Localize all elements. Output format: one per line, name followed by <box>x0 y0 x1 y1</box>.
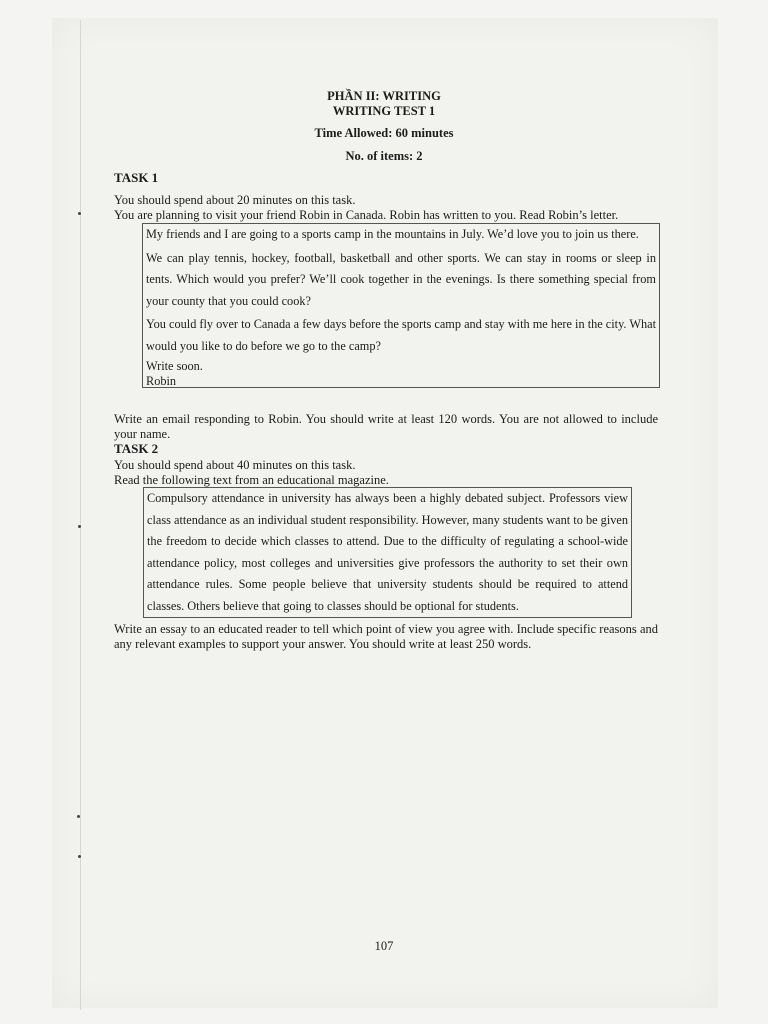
letter-closing: Write soon. <box>146 359 203 373</box>
test-title: WRITING TEST 1 <box>332 104 436 118</box>
task1-time-note: You should spend about 20 minutes on this task. <box>114 193 356 207</box>
task1-heading: TASK 1 <box>114 170 159 185</box>
page-number: 107 <box>374 939 394 953</box>
scan-mark <box>78 525 81 528</box>
robin-letter-box <box>142 223 660 388</box>
part-title: PHẦN II: WRITING <box>327 89 441 103</box>
scan-mark <box>78 212 81 215</box>
task2-intro: Read the following text from an educational magazine. <box>114 473 389 487</box>
scan-mark <box>77 815 80 818</box>
item-count: No. of items: 2 <box>345 149 423 163</box>
letter-signature: Robin <box>146 374 177 388</box>
magazine-passage-box <box>143 487 632 618</box>
task2-instruction: Write an essay to an educated reader to tell which point of view you agree with. Include specific reasons and any relevant examples to support your answer. You should write at least 250 words. <box>114 622 658 651</box>
task2-heading: TASK 2 <box>114 441 159 456</box>
letter-paragraph-1: My friends and I are going to a sports camp in the mountains in July. We’d love you to join us there. <box>146 227 639 241</box>
task2-time-note: You should spend about 40 minutes on this task. <box>114 458 356 472</box>
task1-intro: You are planning to visit your friend Robin in Canada. Robin has written to you. Read Robin’s letter. <box>114 208 619 222</box>
letter-paragraph-2: We can play tennis, hockey, football, basketball and other sports. We can stay in rooms or sleep in tents. Which would you prefer? We’ll cook together in the evenings. Is there something special from your county that you could cook? <box>146 250 656 308</box>
letter-paragraph-3: You could fly over to Canada a few days before the sports camp and stay with me here in the city. What would you like to do before we go to the camp? <box>146 317 656 353</box>
scan-mark <box>78 855 81 858</box>
scan-edge-line <box>80 20 81 1010</box>
task1-instruction: Write an email responding to Robin. You should write at least 120 words. You are not allowed to include your name. <box>114 412 658 441</box>
magazine-passage: Compulsory attendance in university has always been a highly debated subject. Professors view class attendance as an individual student responsibility. However, many students want to be given the freedom to decide which classes to attend. Due to the difficulty of regulating a school-wide attendance policy, most colleges and universities give professors the authority to set their own attendance rules. Some people believe that university students should be required to attend classes. Others believe that going to classes should be optional for students. <box>147 491 628 613</box>
time-allowed: Time Allowed: 60 minutes <box>314 126 454 140</box>
